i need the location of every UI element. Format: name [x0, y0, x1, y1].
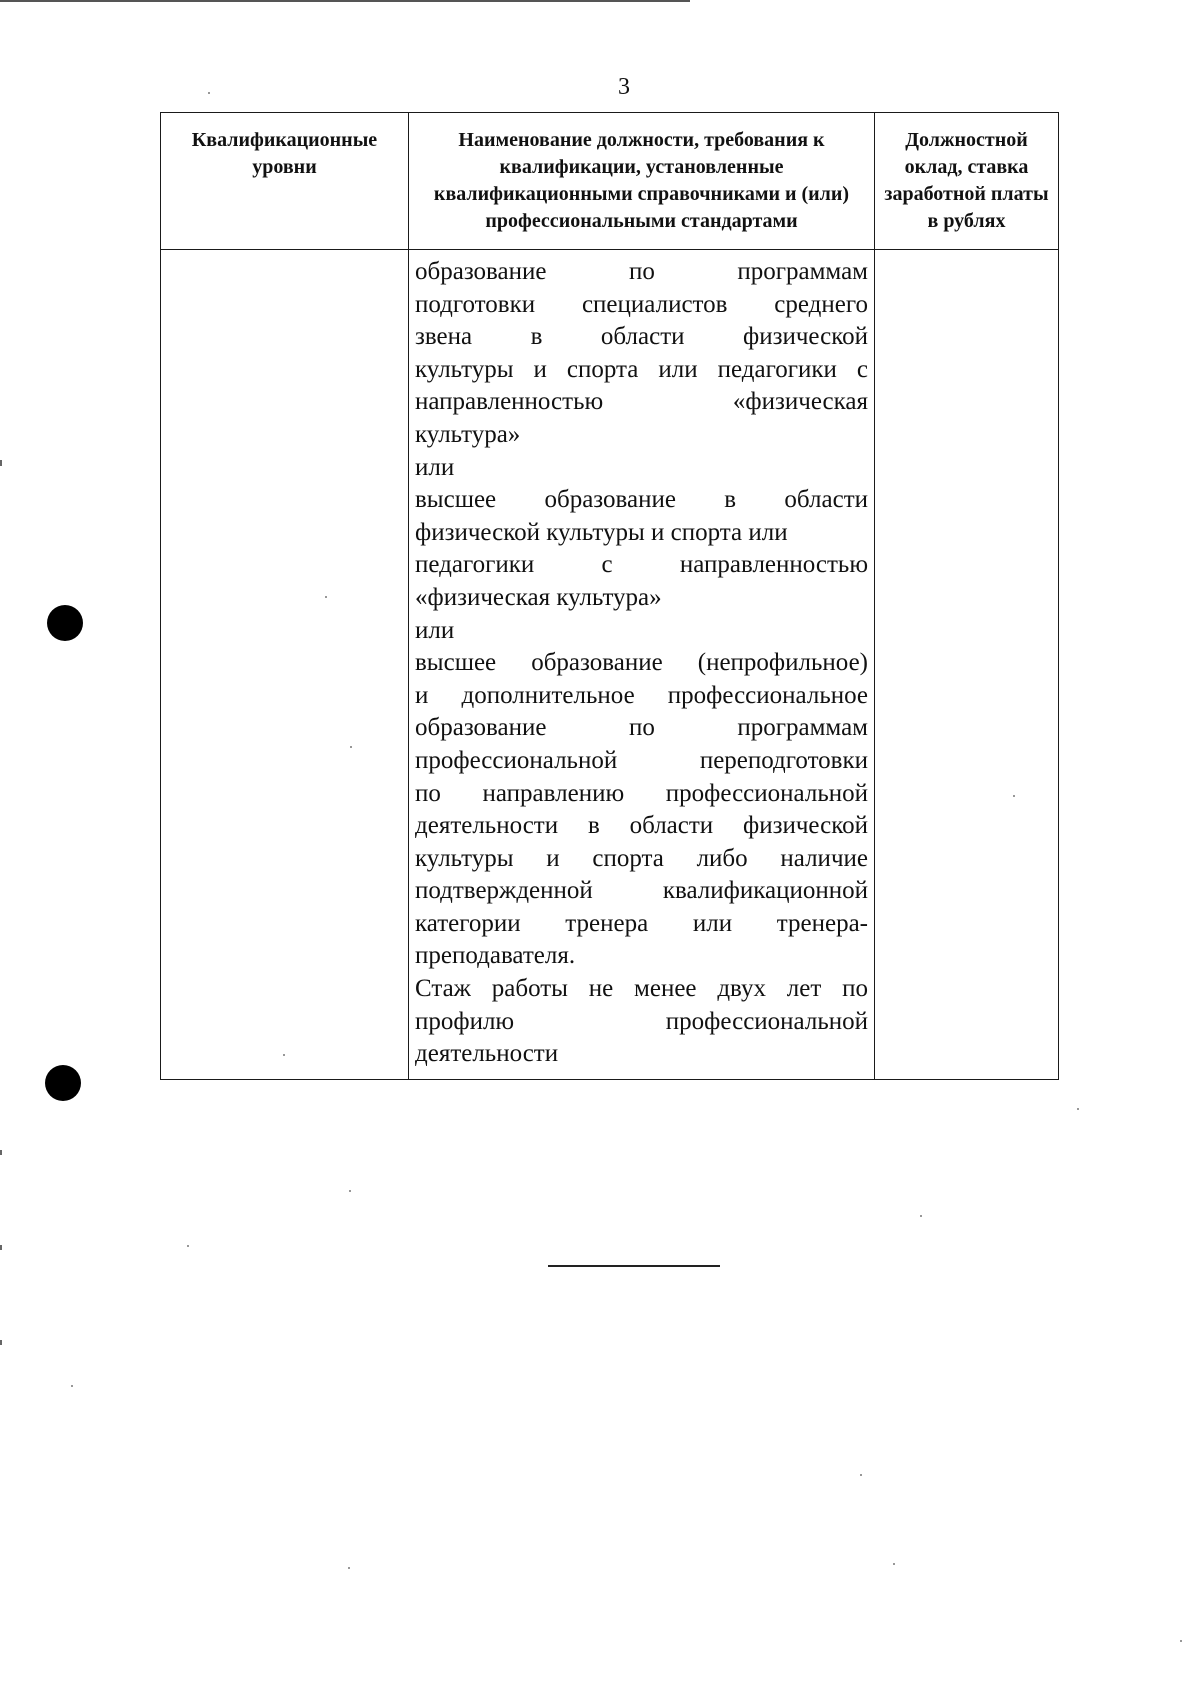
scan-artifact: [71, 1385, 73, 1387]
requirement-line: подготовки специалистов среднего: [415, 290, 868, 318]
scan-artifact: [283, 1054, 285, 1056]
requirement-line: категории тренера или тренера-: [415, 909, 868, 937]
scan-artifact: [350, 746, 352, 748]
cell-qualification-level: [161, 250, 409, 1080]
table-header-row: [161, 113, 1059, 250]
requirement-line: высшее образование (непрофильное): [415, 649, 868, 677]
scan-edge-line: [0, 0, 690, 2]
scan-artifact: [349, 1190, 351, 1192]
header-qualification-levels: Квалификационные уровни: [161, 113, 409, 250]
scan-artifact: [348, 1567, 350, 1569]
requirement-line: культуры и спорта либо наличие: [415, 844, 868, 872]
requirement-line: культуры и спорта или педагогики с: [415, 355, 868, 383]
requirement-line: педагогики с направленностью: [415, 551, 868, 579]
requirement-line: образование по программам: [415, 258, 868, 285]
scan-artifact: [0, 1245, 2, 1250]
requirement-line: физической культуры и спорта или: [415, 518, 788, 546]
requirement-line: высшее образование в области: [415, 486, 868, 514]
closing-rule: [548, 1265, 720, 1267]
requirement-line: культура»: [415, 420, 521, 448]
scan-artifact: [920, 1215, 922, 1217]
page-number: 3: [618, 74, 630, 100]
requirement-line: профилю профессиональной: [415, 1007, 868, 1035]
scan-artifact: [208, 92, 210, 94]
requirement-line: образование по программам: [415, 714, 868, 742]
cell-salary: [875, 250, 1059, 1080]
requirement-line: деятельности в области физической: [415, 812, 868, 840]
scan-artifact: [1180, 1640, 1182, 1642]
scan-artifact: [860, 1474, 862, 1476]
scan-artifact: [325, 596, 327, 598]
qualification-table: [160, 112, 1059, 1080]
requirement-line: по направлению профессиональной: [415, 779, 868, 807]
punch-hole-mark: [45, 1065, 81, 1101]
requirement-line: подтвержденной квалификационной: [415, 877, 868, 905]
requirement-line: «физическая культура»: [415, 583, 662, 611]
scan-artifact: [1013, 795, 1015, 797]
requirement-line: и дополнительное профессиональное: [415, 681, 868, 709]
requirement-line: или: [415, 453, 455, 481]
requirement-line: или: [415, 616, 455, 644]
scan-artifact: [893, 1563, 895, 1565]
scan-artifact: [187, 1245, 189, 1247]
scan-artifact: [0, 1340, 2, 1345]
requirement-line: профессиональной переподготовки: [415, 746, 868, 774]
header-position-requirements: Наименование должности, требования к квалификации, установленные квалификационными справочниками и (или) профессиональными стандартами: [409, 113, 875, 250]
requirement-line: звена в области физической: [415, 323, 868, 351]
scan-artifact: [0, 460, 2, 466]
requirement-line: направленностью «физическая: [415, 388, 868, 416]
requirement-line: деятельности: [415, 1040, 559, 1068]
cell-requirements: [409, 250, 875, 1080]
scan-artifact: [1077, 1108, 1079, 1110]
requirement-line: Стаж работы не менее двух лет по: [415, 975, 868, 1003]
punch-hole-mark: [47, 605, 83, 641]
requirement-line: преподавателя.: [415, 942, 576, 970]
scan-artifact: [0, 1150, 2, 1155]
table-row: [161, 250, 1059, 1080]
header-salary: Должностной оклад, ставка заработной платы в рублях: [875, 113, 1059, 250]
